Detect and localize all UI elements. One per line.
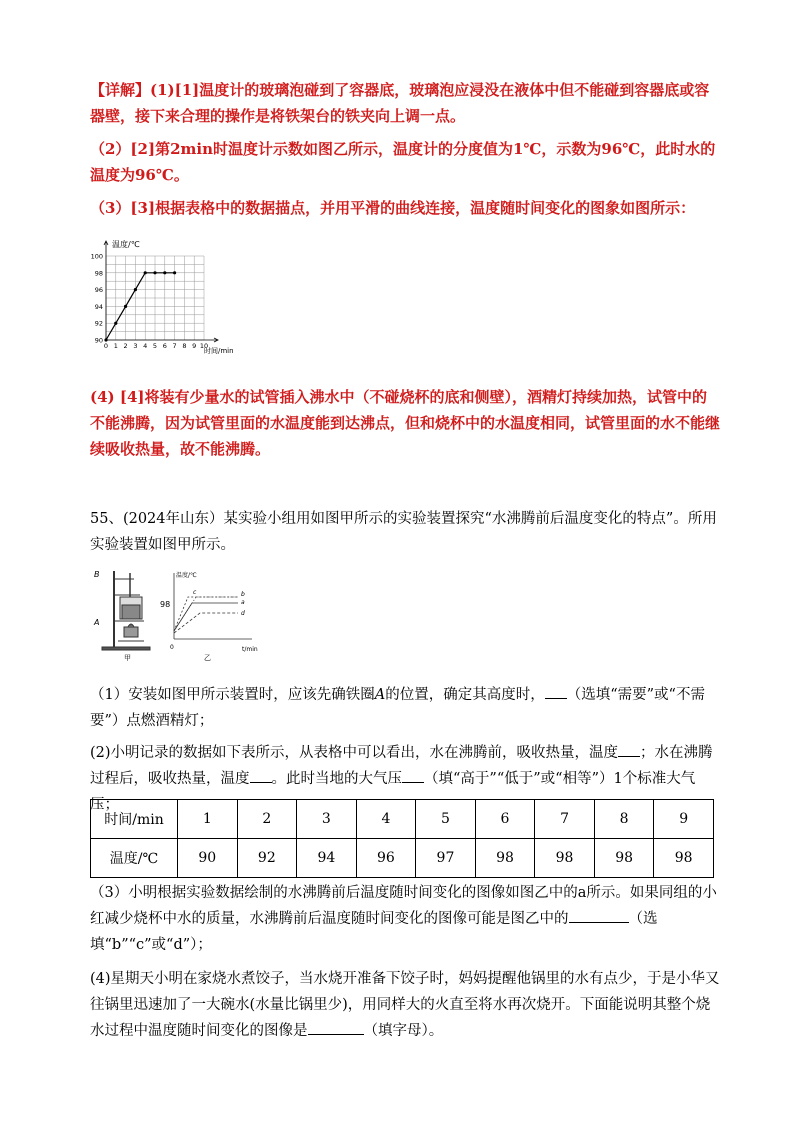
table-row-label-time: 时间/min (91, 800, 178, 839)
chart-x-tick-label: 3 (133, 342, 138, 350)
curve-label-c: c (193, 589, 197, 596)
fig-caption-jia: 甲 (124, 654, 131, 662)
table-cell: 92 (237, 839, 297, 878)
q1-ring-label: A (374, 687, 386, 703)
q2-text-a: (2)小明记录的数据如下表所示，从表格中可以看出，水在沸腾前，吸收热量，温度 (90, 745, 619, 761)
table-cell: 96 (356, 839, 416, 878)
chart-x-tick-label: 7 (172, 342, 177, 350)
table-cell: 98 (535, 839, 595, 878)
chart-point (153, 271, 156, 274)
q2-text-d: （填“高于”“低于”或“相等”）1个标准大气压； (90, 771, 696, 813)
q3-text-b: （选填“b”“c”或“d”）； (90, 911, 658, 953)
chart-y-tick-label: 98 (94, 269, 103, 278)
chart-x-tick-label: 1 (113, 342, 118, 350)
chart-point (144, 271, 147, 274)
table-cell: 90 (178, 839, 238, 878)
chart-ylabel: 温度/℃ (112, 240, 140, 249)
table-row (91, 800, 714, 839)
q1-text-a: （1）安装如图甲所示装置时，应该先确铁圈 (90, 687, 375, 703)
q2-text-b: ；水在沸腾过程后，吸收热量，温度 (90, 745, 713, 787)
fig-caption-yi: 乙 (204, 654, 211, 662)
chart-grid (106, 256, 204, 340)
chart-x-tick-label: 8 (182, 342, 187, 350)
table-cell: 98 (475, 839, 535, 878)
chart-y-tick-label: 96 (94, 286, 103, 295)
table-cell: 8 (594, 800, 654, 839)
chart-x-tick-label: 4 (143, 342, 148, 350)
chart-xlabel: 时间/min (204, 347, 234, 355)
graph-yi-ylabel: 温度/℃ (176, 572, 197, 579)
apparatus-figures (92, 567, 267, 662)
chart-y-tick-label: 100 (90, 252, 103, 261)
curve-label-a: a (241, 599, 245, 606)
chart-x-tick-label: 9 (192, 342, 197, 350)
chart-x-tick-label: 10 (199, 342, 209, 350)
chart-x-tick-label: 0 (103, 342, 109, 350)
q2-blank-2[interactable] (250, 782, 272, 783)
q4-text-b: （填字母）。 (363, 1023, 444, 1039)
q3-text-a: （3）小明根据实验数据绘制的水沸腾前后温度随时间变化的图像如图乙中的a所示。如果同组的小红减少烧杯中水的质量，水沸腾前后温度随时间变化的图像可能是图乙中的 (90, 885, 717, 927)
answer-paragraph-1: 【详解】(1)[1]温度计的玻璃泡碰到了容器底，玻璃泡应浸没在液体中但不能碰到容器底或容器壁，接下来合理的操作是将铁架台的铁夹向上调一点。 (90, 81, 710, 125)
chart-point (104, 338, 107, 341)
table-cell: 5 (416, 800, 476, 839)
table-cell: 2 (237, 800, 297, 839)
graph-yi-origin: 0 (170, 644, 174, 651)
graph-yi (174, 573, 252, 639)
curve-label-d: d (241, 610, 245, 617)
table-cell: 9 (654, 800, 714, 839)
q4-answer-blank[interactable] (308, 1034, 364, 1035)
chart-y-tick-label: 92 (94, 319, 103, 328)
graph-yi-xlabel: t/min (242, 646, 258, 653)
chart-point (134, 288, 137, 291)
table-cell: 1 (178, 800, 238, 839)
table-cell: 4 (356, 800, 416, 839)
q2-text-c: 。此时当地的大气压 (271, 771, 402, 787)
chart-point (114, 322, 117, 325)
q4-text-a: (4)星期天小明在家烧水煮饺子，当水烧开准备下饺子时，妈妈提醒他锅里的水有点少，于是小华又往锅里迅速加了一大碗水(水量比锅里少)，用同样大的火直至将水再次烧开。下面能说明其整个烧水过程中温度随时间变化的图像是 (90, 971, 720, 1039)
chart-x-tick-label: 6 (162, 342, 167, 350)
table-cell: 7 (535, 800, 595, 839)
fig-label-B: B (94, 570, 100, 579)
question-4 (90, 966, 720, 1044)
table-cell: 3 (297, 800, 357, 839)
table-cell: 97 (416, 839, 476, 878)
data-table (90, 799, 714, 878)
answer-paragraph-4: (4) [4]将装有少量水的试管插入沸水中（不碰烧杯的底和侧壁），酒精灯持续加热，试管中的不能沸腾，因为试管里面的水温度能到达沸点，但和烧杯中的水温度相同，试管里面的水不能继续吸收热量，故不能沸腾。 (90, 388, 721, 458)
temperature-time-chart (86, 238, 256, 358)
chart-point (163, 271, 166, 274)
question-intro: 55、(2024年山东）某实验小组用如图甲所示的实验装置探究“水沸腾前后温度变化的特点”。所用实验装置如图甲所示。 (90, 511, 717, 553)
q1-text-c: （选填“需要”或“不需要”）点燃酒精灯； (90, 687, 705, 729)
chart-x-tick-label: 5 (152, 342, 158, 350)
answer-paragraph-2: （2）[2]第2min时温度计示数如图乙所示，温度计的分度值为1℃，示数为96℃，此时水的温度为96℃。 (90, 140, 716, 184)
chart-x-tick-label: 2 (123, 342, 128, 350)
chart-y-tick-label: 94 (94, 302, 103, 311)
question-1 (90, 682, 720, 734)
apparatus-diagram (102, 571, 150, 650)
graph-yi-y98: 98 (160, 600, 171, 609)
chart-point (173, 271, 176, 274)
q2-blank-1[interactable] (618, 756, 640, 757)
table-cell: 98 (594, 839, 654, 878)
table-row (91, 839, 714, 878)
chart-y-tick-label: 90 (94, 336, 103, 345)
table-cell: 94 (297, 839, 357, 878)
table-cell: 6 (475, 800, 535, 839)
fig-label-A: A (94, 618, 100, 627)
curve-label-b: b (241, 591, 245, 598)
table-row-label-temp: 温度/℃ (91, 839, 178, 878)
q3-answer-blank[interactable] (569, 922, 629, 923)
answer-paragraph-3: （3）[3]根据表格中的数据描点，并用平滑的曲线连接，温度随时间变化的图象如图所示： (90, 199, 696, 217)
q1-text-b: 的位置，确定其高度时， (385, 687, 545, 703)
q1-answer-blank[interactable] (545, 698, 567, 699)
q2-blank-3[interactable] (402, 782, 424, 783)
table-cell: 98 (654, 839, 714, 878)
question-3 (90, 880, 720, 958)
chart-point (124, 305, 127, 308)
